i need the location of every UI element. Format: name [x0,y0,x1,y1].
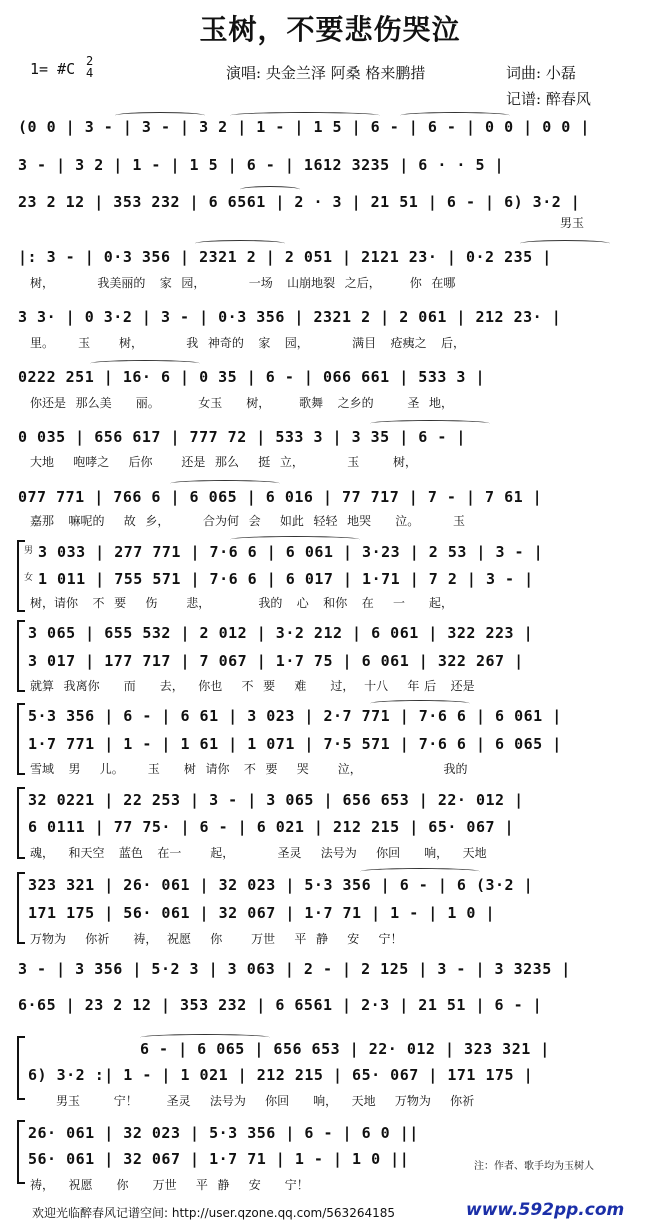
score-line: 323 321 | 26· 061 | 32 023 | 5·3 356 | 6 - | 6 (3·2 | [28,876,534,894]
singers-credit: 演唱: 央金兰泽 阿桑 格来鹏措 [226,64,426,82]
key-signature: 1= #C [30,60,76,78]
lyric-line: 万物为 你祈 祷， 祝愿 你 万世 平 静 安 宁！ [30,932,403,946]
lyric-line: 树，请你 不 要 伤 悲， 我的 心 和你 在 一 起， [30,596,454,610]
slur-arc [230,112,380,119]
lyric-line: 大地 咆哮之 后你 还是 那么 挺 立， 玉 树， [30,455,417,469]
system-bracket [17,703,25,775]
lyricist-credit: 词曲: 小磊 [506,64,576,82]
score-line: 3 017 | 177 717 | 7 067 | 1·7 75 | 6 061 | 322 267 | [28,652,524,670]
notator-credit: 记谱: 醉春风 [506,90,591,108]
score-line: 3 033 | 277 771 | 7·6 6 | 6 061 | 3·23 | 2 53 | 3 - | [38,543,544,561]
lyric-line: 祷， 祝愿 你 万世 平 静 安 宁！ [30,1178,309,1192]
system-bracket [17,1036,25,1100]
system-bracket [17,872,25,944]
slur-arc [115,112,205,119]
score-line: 6 0111 | 77 75· | 6 - | 6 021 | 212 215 | 65· 067 | [28,818,515,836]
time-signature-bottom: 4 [86,66,94,80]
score-line: (0 0 | 3 - | 3 - | 3 2 | 1 - | 1 5 | 6 - | 6 - | 0 0 | 0 0 | [18,118,590,136]
slur-arc [90,360,200,367]
score-line: 56· 061 | 32 067 | 1·7 71 | 1 - | 1 0 || [28,1150,410,1168]
footer-text: 欢迎光临醉春风记谱空间: http://user.qzone.qq.com/563264185 [32,1206,396,1220]
slur-arc [240,186,300,193]
part-label-male: 男 [24,546,34,556]
lyric-line: 雪域 男 儿。 玉 树 请你 不 要 哭 泣， 我的 [30,762,468,776]
slur-arc [370,700,470,707]
score-line: 3 - | 3 2 | 1 - | 1 5 | 6 - | 1612 3235 | 6 · · 5 | [18,156,505,174]
time-signature [86,55,93,79]
slur-arc [360,868,480,875]
score-line: 1·7 771 | 1 - | 1 61 | 1 071 | 7·5 571 | 7·6 6 | 6 065 | [28,735,562,753]
author-note: 注：作者、歌手均为玉树人 [474,1161,594,1172]
slur-arc [520,240,610,247]
score-line: 0222 251 | 16· 6 | 0 35 | 6 - | 066 661 | 533 3 | [18,368,486,386]
lyric-line: 你还是 那么美 丽。 女玉 树， 歌舞 之乡的 圣 地， [30,396,453,410]
score-line: 0 035 | 656 617 | 777 72 | 533 3 | 3 35 | 6 - | [18,428,466,446]
score-line: 6 - | 6 065 | 656 653 | 22· 012 | 323 321 | [140,1040,550,1058]
system-bracket [17,787,25,859]
score-line: 077 771 | 766 6 | 6 065 | 6 016 | 77 717 | 7 - | 7 61 | [18,488,543,506]
slur-arc [400,112,510,119]
slur-arc [370,420,490,427]
system-bracket [17,620,25,692]
lyric-line: 男玉 [560,216,585,230]
score-line: 171 175 | 56· 061 | 32 067 | 1·7 71 | 1 - | 1 0 | [28,904,496,922]
score-line: 6·65 | 23 2 12 | 353 232 | 6 6561 | 2·3 | 21 51 | 6 - | [18,996,543,1014]
score-line: 1 011 | 755 571 | 7·6 6 | 6 017 | 1·71 | 7 2 | 3 - | [38,570,534,588]
lyric-line: 男玉 宁！ 圣灵 法号为 你回 响， 天地 万物为 你祈 [56,1094,475,1108]
slur-arc [170,480,280,487]
score-line: 3 - | 3 356 | 5·2 3 | 3 063 | 2 - | 2 125 | 3 - | 3 3235 | [18,960,571,978]
score-line: |: 3 - | 0·3 356 | 2321 2 | 2 051 | 2121 23· | 0·2 235 | [18,248,552,266]
score-line: 3 3· | 0 3·2 | 3 - | 0·3 356 | 2321 2 | 2 061 | 212 23· | [18,308,562,326]
score-line: 23 2 12 | 353 232 | 6 6561 | 2 · 3 | 21 51 | 6 - | 6) 3·2 | [18,193,581,211]
lyric-line: 魂， 和天空 蓝色 在一 起， 圣灵 法号为 你回 响， 天地 [30,846,487,860]
lyric-line: 树， 我美丽的 家 园， 一场 山崩地裂 之后， 你 在哪 [30,276,456,290]
lyric-line: 就算 我离你 而 去， 你也 不 要 难 过， 十八 年 后 还是 [30,679,475,693]
score-line: 5·3 356 | 6 - | 6 61 | 3 023 | 2·7 771 | 7·6 6 | 6 061 | [28,707,562,725]
slur-arc [140,1034,270,1041]
lyric-line: 嘉那 嘛呢的 故 乡， 合为何 会 如此 轻轻 地哭 泣。 玉 [30,514,465,528]
slur-arc [195,240,285,247]
time-signature-top: 2 [86,54,94,68]
song-title: 玉树，不要悲伤哭泣 [199,13,461,46]
score-line: 3 065 | 655 532 | 2 012 | 3·2 212 | 6 061 | 322 223 | [28,624,534,642]
score-line: 26· 061 | 32 023 | 5·3 356 | 6 - | 6 0 || [28,1124,419,1142]
site-logo: www.592pp.com [466,1200,625,1220]
part-label-female: 女 [24,573,34,583]
score-line: 6) 3·2 :| 1 - | 1 021 | 212 215 | 65· 067 | 171 175 | [28,1066,534,1084]
score-line: 32 0221 | 22 253 | 3 - | 3 065 | 656 653 | 22· 012 | [28,791,524,809]
slur-arc [230,536,360,543]
lyric-line: 里。 玉 树， 我 神奇的 家 园， 满目 疮痍之 后， [30,336,466,350]
system-bracket [17,1120,25,1184]
